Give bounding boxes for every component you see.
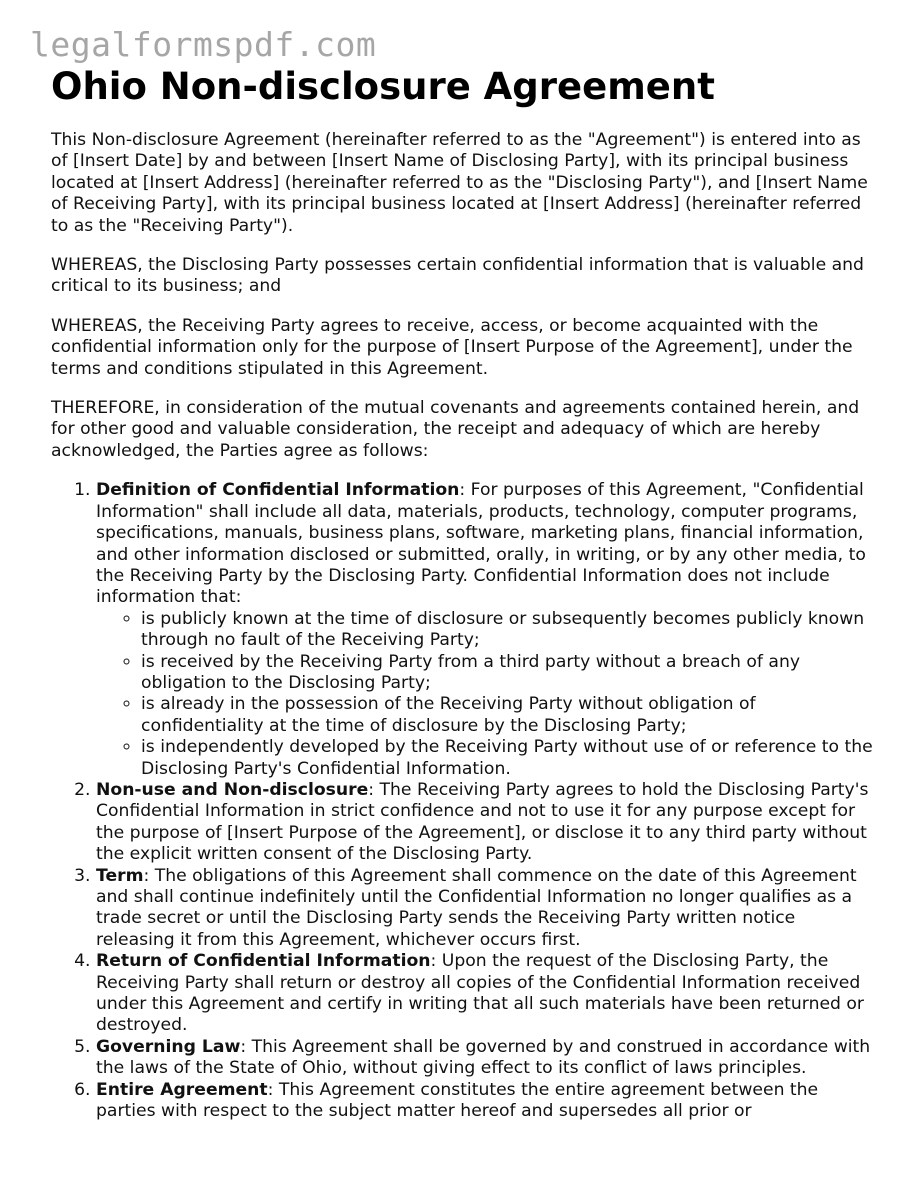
clause-text: : The obligations of this Agreement shall commence on the date of this Agreement and shall continue indefinitely until the Confidential Information no longer qualifies as a trade secret or until the Disclosing Party sends the Receiving Party written notice releasing it from this Agreement, whichever occurs first. xyxy=(96,865,857,950)
clause-return xyxy=(96,951,873,1037)
exclusion-item: ◦ is already in the possession of the Receiving Party without obligation of confidentiality at the time of disclosure by the Disclosing Party; xyxy=(141,694,873,737)
therefore-paragraph: THEREFORE, in consideration of the mutual covenants and agreements contained herein, and for other good and valuable consideration, the receipt and adequacy of which are hereby acknowledged, the Parties agree as follows: xyxy=(51,398,860,461)
clause-heading: Term xyxy=(96,865,144,886)
exclusion-list xyxy=(96,609,873,780)
clause-governing-law xyxy=(96,1037,873,1080)
whereas-paragraph-2: WHEREAS, the Receiving Party agrees to receive, access, or become acquainted with the confidential information only for the purpose of [Insert Purpose of the Agreement], under the terms and conditions stipulated in this Agreement. xyxy=(51,315,853,379)
clause-text: : This Agreement shall be governed by and construed in accordance with the laws of the State of Ohio, without giving effect to its conflict of laws principles. xyxy=(96,1036,871,1079)
site-watermark: legalformspdf.com xyxy=(30,25,377,64)
page-title: Ohio Non-disclosure Agreement xyxy=(51,65,715,108)
clause-heading: Governing Law xyxy=(96,1036,241,1057)
clause-text: : The Receiving Party agrees to hold the Disclosing Party's Confidential Information in strict confidence and not to use it for any purpose except for the purpose of [Insert Purpose of the Agreement], or disclose it to any third party without the explicit written consent of the Disclosing Party. xyxy=(96,779,869,865)
clause-term xyxy=(96,866,873,952)
clause-list xyxy=(51,480,873,1122)
clause-entire-agreement xyxy=(96,1080,873,1123)
clause-heading: Return of Confidential Information xyxy=(96,951,431,972)
document-page xyxy=(51,64,873,1122)
intro-paragraph: This Non-disclosure Agreement (hereinafter referred to as the "Agreement") is entered into as of [Insert Date] by and between [Insert Name of Disclosing Party], with its principal business located at [Insert Address] (hereinafter referred to as the "Disclosing Party"), and [Insert Name of Receiving Party], with its principal business located at [Insert Address] (hereinafter referred to as the "Receiving Party"). xyxy=(51,130,868,236)
clause-heading: Non-use and Non-disclosure xyxy=(96,779,369,800)
clause-text: : For purposes of this Agreement, "Confidential Information" shall include all data, materials, products, technology, computer programs, specifications, manuals, business plans, software, marketing plans, financial information, and other information disclosed or submitted, orally, in writing, or by any other media, to the Receiving Party by the Disclosing Party. Confidential Information does not include information that: xyxy=(96,480,866,608)
clause-text: : Upon the request of the Disclosing Party, the Receiving Party shall return or destroy all copies of the Confidential Information received under this Agreement and certify in writing that all such materials have been returned or destroyed. xyxy=(96,951,864,1036)
exclusion-item: ◦ is received by the Receiving Party from a third party without a breach of any obligation to the Disclosing Party; xyxy=(141,652,873,695)
clause-non-use xyxy=(96,780,873,866)
clause-definition xyxy=(96,480,873,780)
clause-text: : This Agreement constitutes the entire agreement between the parties with respect to the subject matter hereof and supersedes all prior or xyxy=(96,1079,819,1122)
exclusion-item: ◦ is independently developed by the Receiving Party without use of or reference to the Disclosing Party's Confidential Information. xyxy=(141,737,873,780)
whereas-paragraph-1: WHEREAS, the Disclosing Party possesses certain confidential information that is valuable and critical to its business; and xyxy=(51,255,864,297)
clause-heading: Entire Agreement xyxy=(96,1079,268,1100)
clause-heading: Definition of Confidential Information xyxy=(96,480,460,501)
exclusion-item: ◦ is publicly known at the time of disclosure or subsequently becomes publicly known through no fault of the Receiving Party; xyxy=(141,609,873,652)
